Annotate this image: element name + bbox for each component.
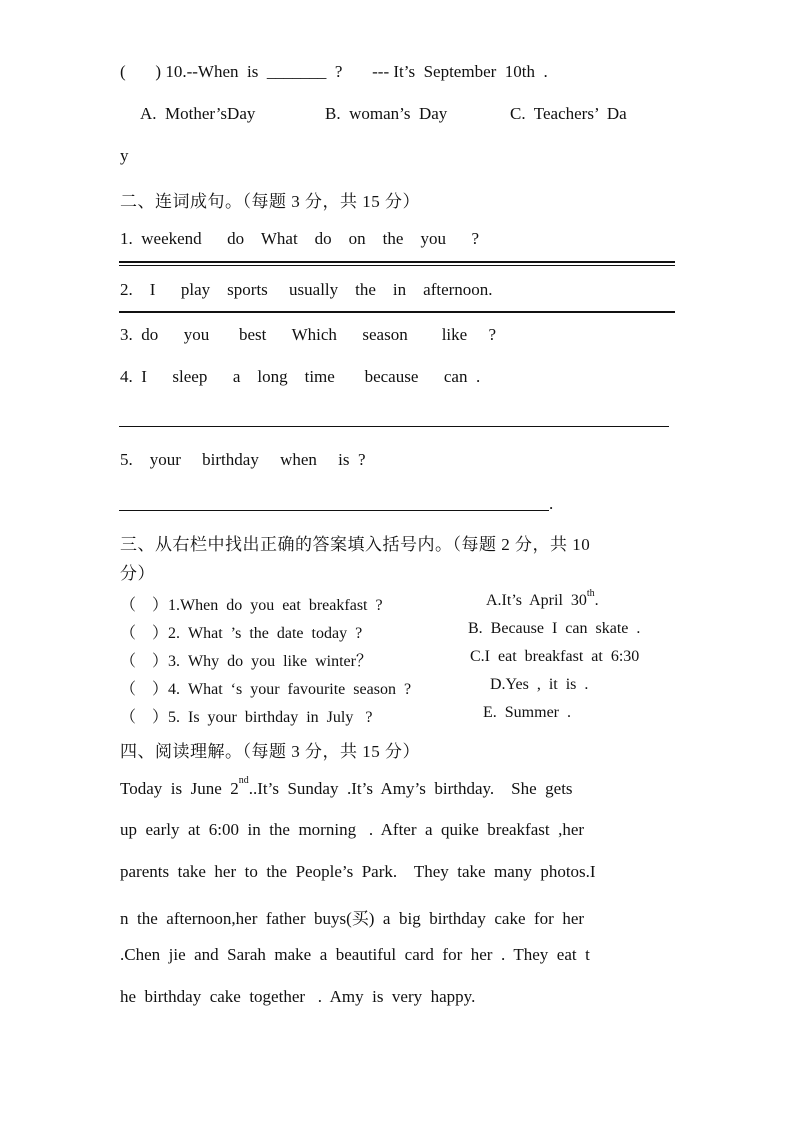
question-10-option-a: A. Mother’sDay <box>140 104 256 123</box>
passage-line-6: he birthday cake together . Amy is very happy. <box>120 987 476 1006</box>
answer-line-1b <box>119 265 675 266</box>
question-10-stem: ( ) 10.--When is _______ ? --- It’s September 10th . <box>120 62 548 81</box>
match-right-b: B. Because I can skate . <box>468 620 641 637</box>
section-2-heading: 二、连词成句。（每题 3 分，共 15 分） <box>120 192 420 211</box>
match-right-d: D.Yes , it is . <box>490 676 589 693</box>
passage-line-1: Today is June 2nd..It’s Sunday .It’s Amy’s birthday. She gets <box>120 775 573 798</box>
passage-line-2: up early at 6:00 in the morning . After a quike breakfast ,her <box>120 820 585 839</box>
match-right-e: E. Summer . <box>483 704 571 721</box>
section-2-item-2: 2. I play sports usually the in afternoon. <box>120 280 493 299</box>
match-left-3: （ ）3. Why do you like winter？ <box>120 653 372 670</box>
answer-line-1 <box>119 261 675 263</box>
match-left-2: （ ）2. What ’s the date today ? <box>120 625 363 642</box>
match-left-5: （ ）5. Is your birthday in July ? <box>120 709 373 726</box>
match-left-4: （ ）4. What ‘s your favourite season ? <box>120 681 412 698</box>
section-2-item-5: 5. your birthday when is ? <box>120 450 366 469</box>
answer-line-5 <box>119 510 549 511</box>
passage-line-5: .Chen jie and Sarah make a beautiful card for her . They eat t <box>120 945 590 964</box>
match-right-a: A.It’s April 30th. <box>486 588 599 609</box>
answer-line-4 <box>119 426 669 427</box>
passage-line-4: n the afternoon,her father buys(买) a big birthday cake for her <box>120 909 585 928</box>
answer-line-5-end: . <box>549 494 554 513</box>
passage-line-3: parents take her to the People’s Park. They take many photos.I <box>120 862 596 881</box>
answer-line-2 <box>119 311 675 313</box>
match-left-1: （ ）1.When do you eat breakfast ? <box>120 597 383 614</box>
question-10-option-b: B. woman’s Day <box>325 104 448 123</box>
section-4-heading: 四、阅读理解。（每题 3 分，共 15 分） <box>120 742 420 761</box>
section-2-item-3: 3. do you best Which season like ? <box>120 325 497 344</box>
section-2-item-1: 1. weekend do What do on the you ? <box>120 229 479 248</box>
section-3-heading: 三、从右栏中找出正确的答案填入括号内。（每题 2 分，共 10 <box>120 535 591 554</box>
question-10-option-c-wrap: y <box>120 146 129 165</box>
section-2-item-4: 4. I sleep a long time because can . <box>120 367 481 386</box>
section-3-heading-wrap: 分） <box>120 564 155 583</box>
match-right-c: C.I eat breakfast at 6:30 <box>470 648 640 665</box>
question-10-option-c: C. Teachers’ Da <box>510 104 627 123</box>
